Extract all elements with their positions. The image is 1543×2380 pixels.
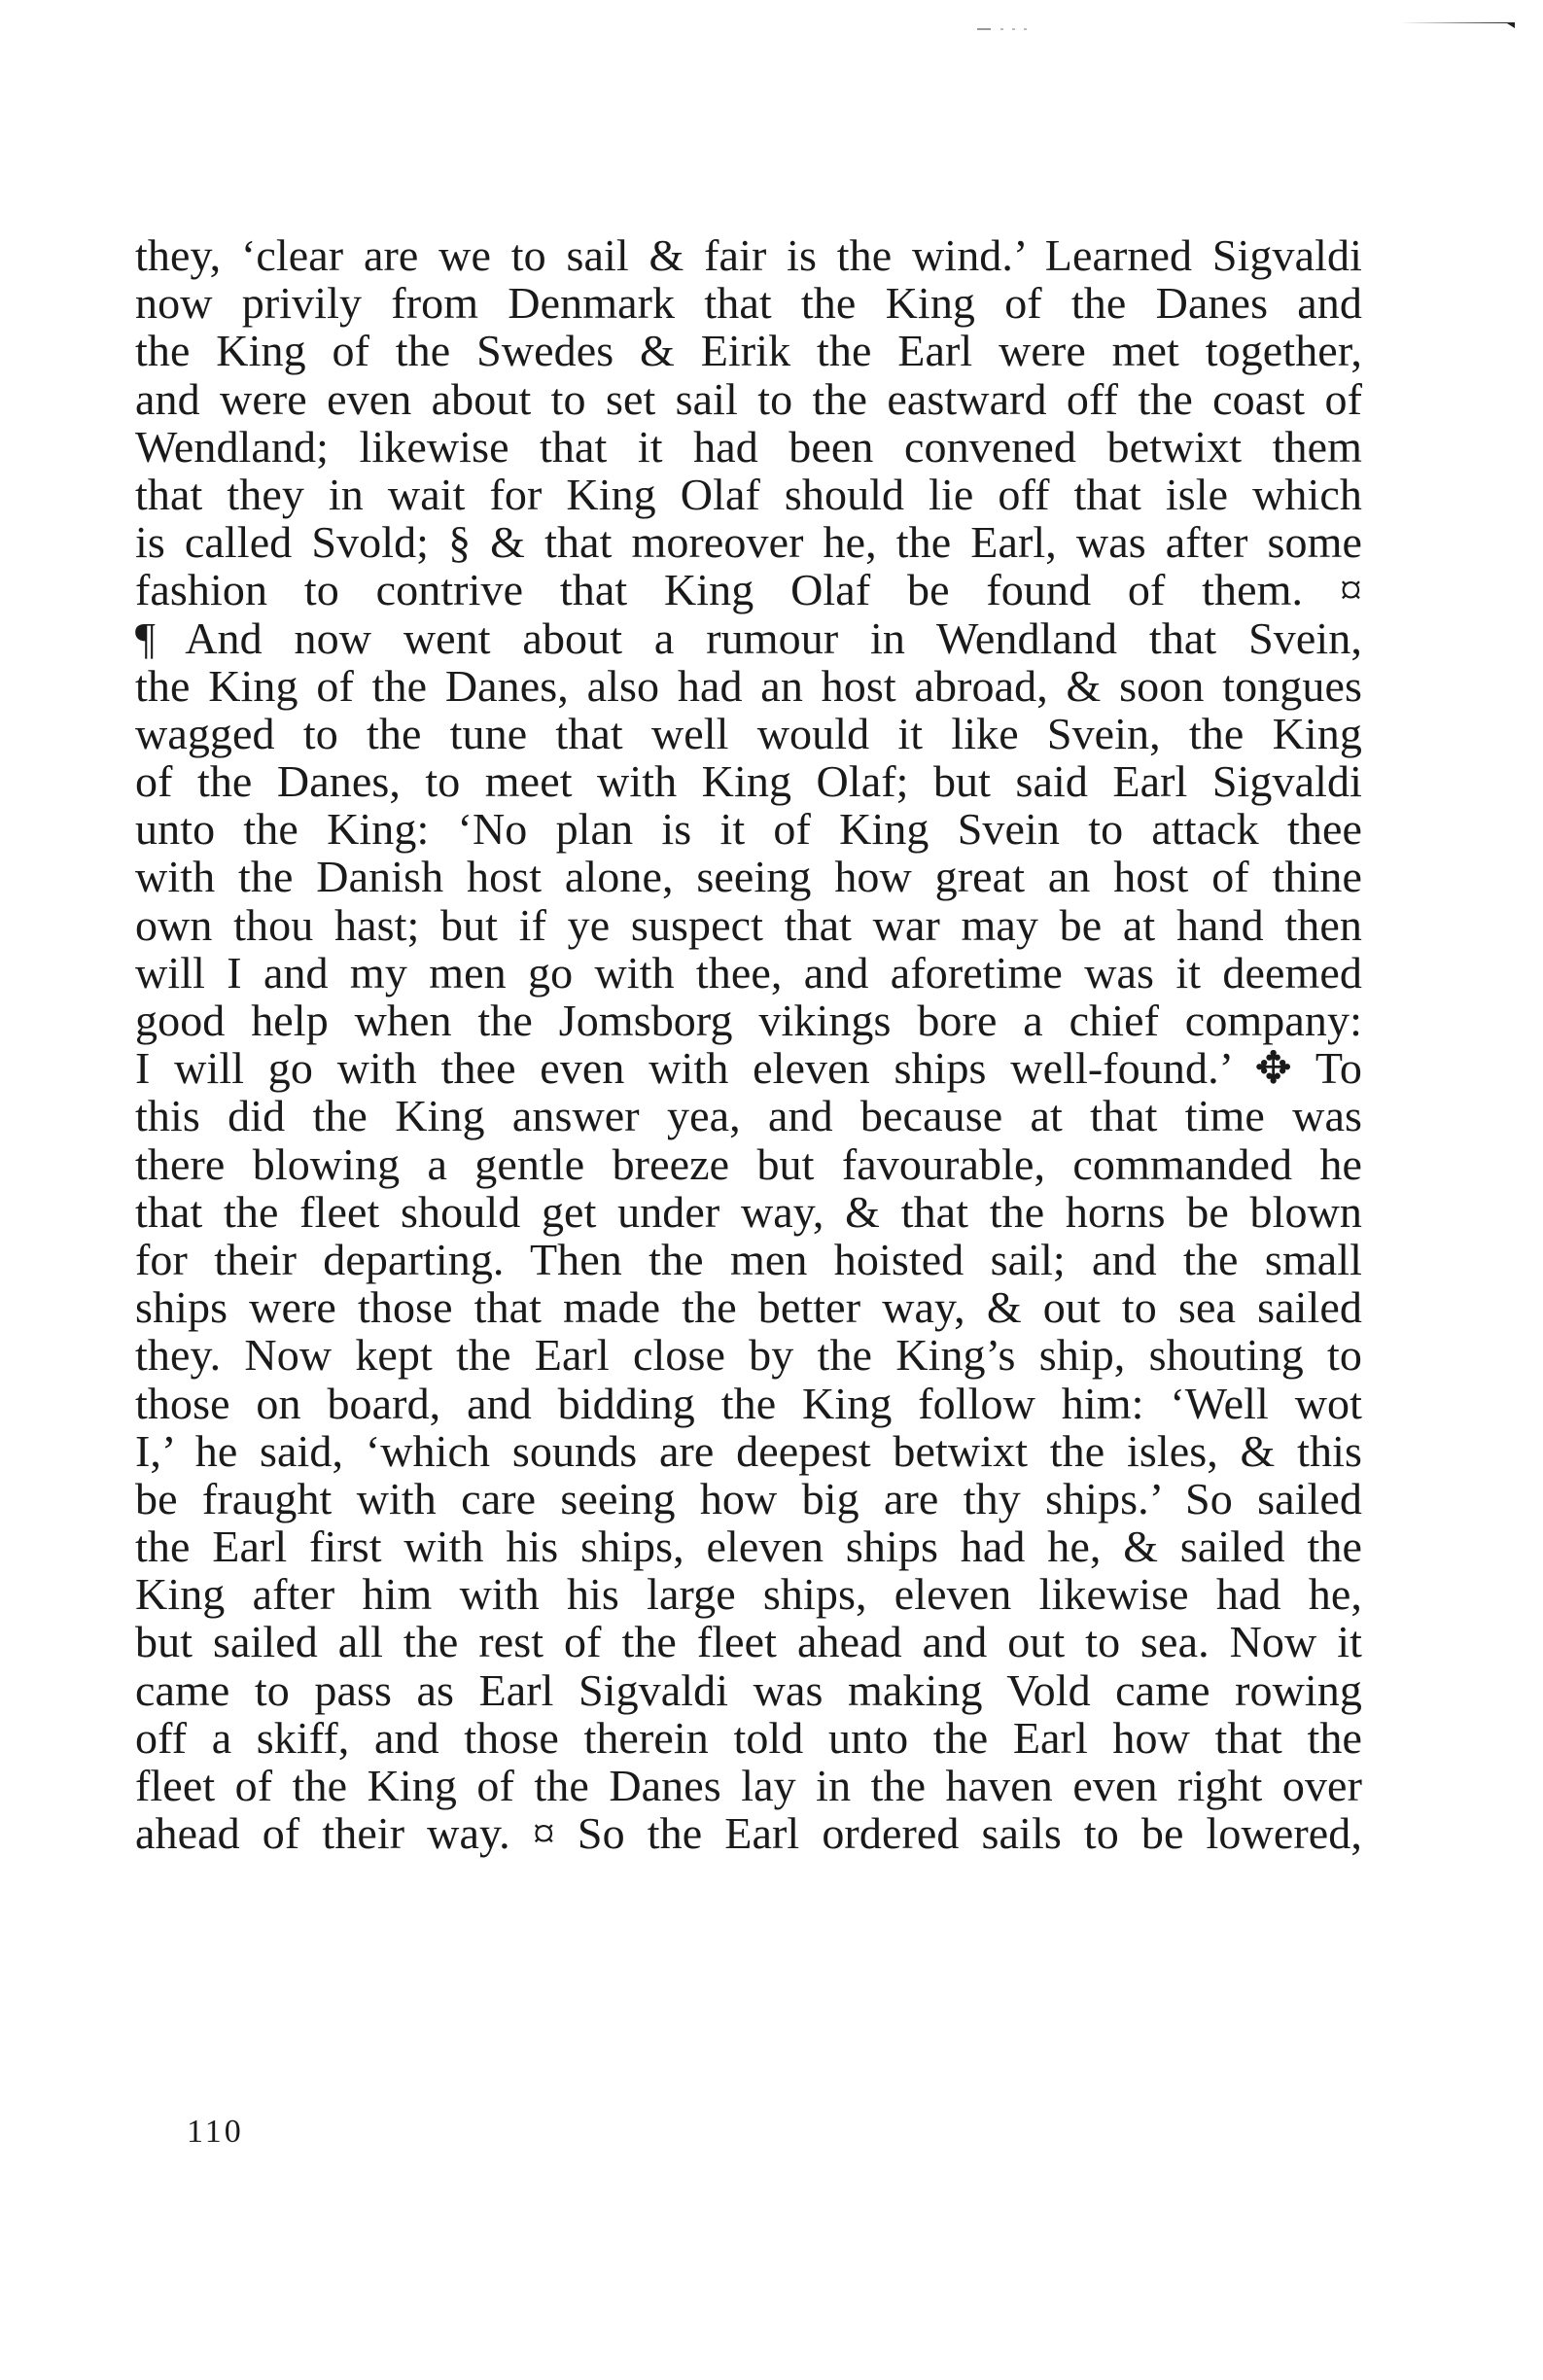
text-line: good help when the Jomsborg vikings bore a chief company: bbox=[135, 996, 1362, 1045]
text-line: fashion to contrive that King Olaf be found of them. ¤ bbox=[135, 565, 1362, 615]
text-line: those on board, and bidding the King follow him: ‘Well wot bbox=[135, 1378, 1362, 1428]
text-line: off a skiff, and those therein told unto the Earl how that the bbox=[135, 1712, 1362, 1763]
text-line: I,’ he said, ‘which sounds are deepest betwixt the isles, & this bbox=[135, 1425, 1362, 1476]
text-line: Wendland; likewise that it had been convened betwixt them bbox=[135, 421, 1362, 472]
text-line: is called Svold; § & that moreover he, the Earl, was after some bbox=[135, 517, 1362, 568]
text-line: that they in wait for King Olaf should lie off that isle which bbox=[135, 469, 1362, 519]
text-line: they, ‘clear are we to sail & fair is the wind.’ Learned Sigvaldi bbox=[135, 230, 1362, 280]
text-line: unto the King: ‘No plan is it of King Svein to attack thee bbox=[135, 804, 1362, 855]
page-number: 110 bbox=[187, 2114, 244, 2150]
text-line: came to pass as Earl Sigvaldi was making Vold came rowing bbox=[135, 1664, 1362, 1715]
text-line: King after him with his large ships, eleven likewise had he, bbox=[135, 1569, 1362, 1620]
text-line: they. Now kept the Earl close by the King’s ship, shouting to bbox=[135, 1330, 1362, 1381]
text-line: wagged to the tune that well would it like Svein, the King bbox=[135, 708, 1362, 758]
text-line: will I and my men go with thee, and aforetime was it deemed bbox=[135, 947, 1362, 998]
text-line: ships were those that made the better way, & out to sea sailed bbox=[135, 1282, 1362, 1333]
text-line: for their departing. Then the men hoisted sail; and the small bbox=[135, 1234, 1362, 1284]
text-line: ahead of their way. ¤ So the Earl ordered sails to be lowered, bbox=[135, 1808, 1362, 1859]
text-line: there blowing a gentle breeze but favourable, commanded he bbox=[135, 1138, 1362, 1189]
text-line: the King of the Danes, also had an host abroad, & soon tongues bbox=[135, 660, 1362, 711]
text-line: ¶ And now went about a rumour in Wendland that Svein, bbox=[135, 612, 1362, 663]
text-line: the King of the Swedes & Eirik the Earl were met together, bbox=[135, 326, 1362, 376]
text-line: and were even about to set sail to the eastward off the coast of bbox=[135, 373, 1362, 424]
text-line: I will go with thee even with eleven ships well-found.’ ✥ To bbox=[135, 1043, 1362, 1094]
text-line: but sailed all the rest of the fleet ahead and out to sea. Now it bbox=[135, 1617, 1362, 1667]
text-line: that the fleet should get under way, & that the horns be blown bbox=[135, 1186, 1362, 1237]
text-line: fleet of the King of the Danes lay in the haven even right over bbox=[135, 1761, 1362, 1810]
body-text bbox=[135, 231, 1362, 1857]
text-line: be fraught with care seeing how big are thy ships.’ So sailed bbox=[135, 1473, 1362, 1523]
text-line: own thou hast; but if ye suspect that war may be at hand then bbox=[135, 899, 1362, 950]
text-line: this did the King answer yea, and because at that time was bbox=[135, 1091, 1362, 1141]
text-line: the Earl first with his ships, eleven ships had he, & sailed the bbox=[135, 1522, 1362, 1572]
text-line: now privily from Denmark that the King of the Danes and bbox=[135, 278, 1362, 329]
text-line: with the Danish host alone, seeing how great an host of thine bbox=[135, 852, 1362, 902]
text-line: of the Danes, to meet with King Olaf; but said Earl Sigvaldi bbox=[135, 756, 1362, 807]
scan-edge-mark bbox=[1400, 19, 1517, 29]
scan-speck-marks bbox=[977, 27, 1035, 31]
